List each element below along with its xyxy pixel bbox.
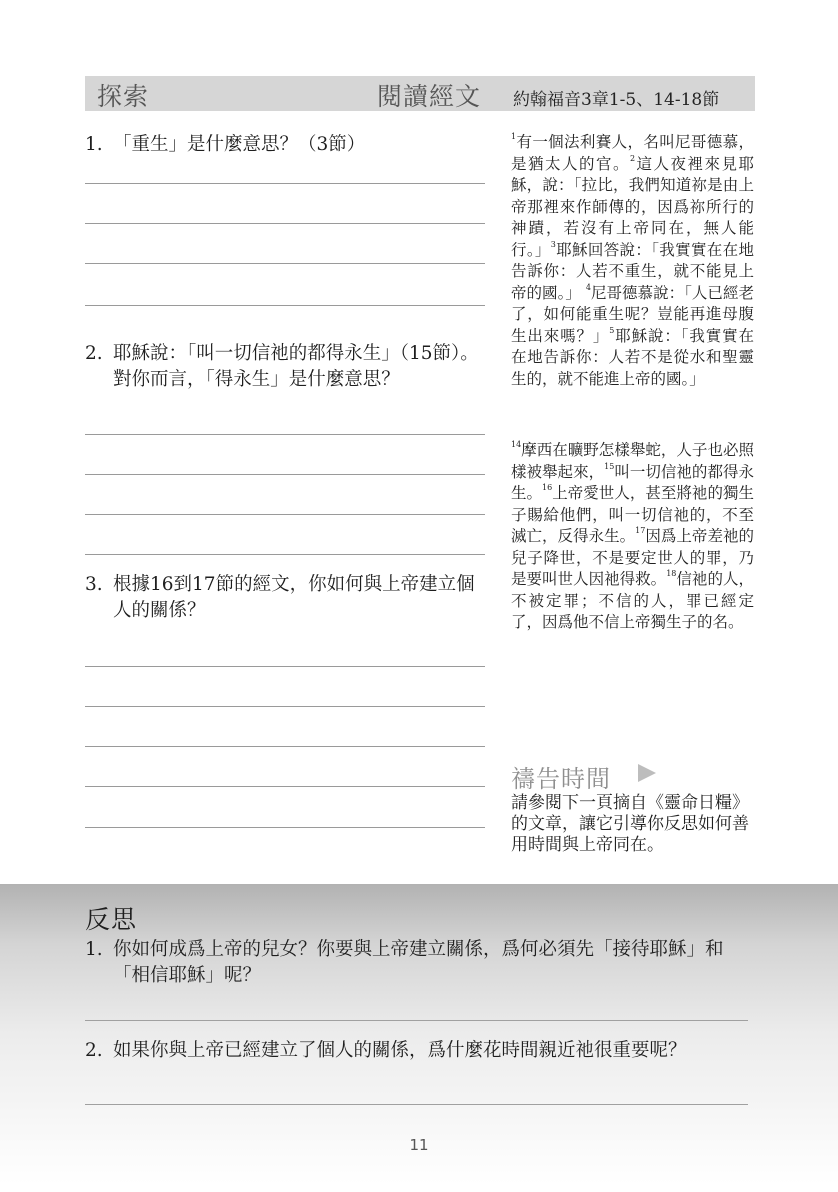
verse-text: 尼哥德慕說：「人已經老了，如何能重生呢？豈能再進母腹生出來嗎？」	[511, 283, 754, 345]
page-number: 11	[409, 1136, 429, 1154]
question-number: 1.	[85, 939, 103, 960]
scripture-reference: 約翰福音3章1-5、14-18節	[513, 90, 720, 110]
answer-line[interactable]	[85, 1020, 748, 1021]
question-1	[85, 132, 485, 158]
verse-text: 上帝愛世人，甚至將祂的獨生子賜給他們，叫一切信祂的，不至滅亡，反得永生。	[511, 484, 754, 545]
verse-number: 15	[604, 461, 615, 471]
answer-line[interactable]	[85, 666, 485, 667]
verse-text: 信祂的人，不被定罪；不信的人，罪已經定了，因爲他不信上帝獨生子的名。	[511, 570, 754, 631]
question-text: 你如何成爲上帝的兒女？你要與上帝建立關係，爲何必須先「接待耶穌」和「相信耶穌」呢？	[113, 939, 724, 986]
prayer-title: 禱告時間	[511, 765, 611, 793]
reflection-question-2	[85, 1038, 755, 1064]
verse-number: 4	[585, 282, 591, 292]
question-number: 2.	[85, 343, 103, 364]
verse-number: 1	[511, 132, 517, 141]
answer-line[interactable]	[85, 554, 485, 555]
question-3	[85, 572, 485, 624]
prayer-text: 請參閱下一頁摘自《靈命日糧》的文章，讓它引導你反思如何善用時間與上帝同在。	[511, 793, 749, 855]
answer-line[interactable]	[85, 786, 485, 787]
verse-text: 耶穌說：「我實實在在地告訴你：人若不是從水和聖靈生的，就不能進上帝的國。」	[511, 326, 754, 388]
verse-number: 5	[609, 325, 615, 335]
answer-line[interactable]	[85, 827, 485, 828]
answer-line[interactable]	[85, 263, 485, 264]
verse-text: 摩西在曠野怎樣舉蛇，人子也必照樣被舉起來，	[511, 441, 754, 481]
verse-text: 耶穌回答說：「我實實在在地告訴你：人若不重生，就不能見上帝的國。」	[511, 240, 754, 302]
answer-line[interactable]	[85, 183, 485, 184]
question-2	[85, 341, 485, 393]
answer-line[interactable]	[85, 706, 485, 707]
verse-text: 叫一切信祂的都得永生。	[511, 462, 754, 502]
verse-text: 這人夜裡來見耶穌，說：「拉比，我們知道祢是由上帝那裡來作師傳的，因爲祢所行的神蹟，若沒有上帝同在，無人能行。」	[511, 154, 754, 259]
answer-line[interactable]	[85, 305, 485, 306]
question-text: 根據16到17節的經文，你如何與上帝建立個人的關係？	[113, 574, 475, 621]
verse-number: 2	[629, 153, 636, 163]
verse-number: 3	[550, 239, 556, 249]
verse-number: 14	[511, 440, 522, 449]
question-number: 1.	[85, 134, 103, 155]
section-banner	[85, 76, 755, 111]
answer-line[interactable]	[85, 1104, 748, 1105]
scripture-passage-b	[511, 440, 754, 634]
answer-line[interactable]	[85, 474, 485, 475]
verse-number: 18	[666, 569, 677, 578]
section-title: 探索	[97, 82, 150, 111]
answer-line[interactable]	[85, 434, 485, 435]
scripture-passage-a	[511, 132, 754, 390]
question-number: 3.	[85, 574, 103, 595]
reflection-question-1	[85, 937, 755, 989]
verse-text: 有一個法利賽人，名叫尼哥德慕，是猶太人的官。	[511, 133, 754, 173]
verse-text: 因爲上帝差祂的兒子降世，不是要定世人的罪，乃是要叫世人因祂得救。	[511, 527, 754, 588]
question-text: 「重生」是什麼意思？（3節）	[113, 134, 366, 155]
question-text: 耶穌說：「叫一切信祂的都得永生」（15節）。對你而言，「得永生」是什麼意思？	[113, 343, 479, 390]
answer-line[interactable]	[85, 223, 485, 224]
answer-line[interactable]	[85, 746, 485, 747]
question-text: 如果你與上帝已經建立了個人的關係，爲什麼花時間親近祂很重要呢？	[113, 1040, 687, 1061]
verse-number: 16	[542, 483, 553, 492]
question-number: 2.	[85, 1040, 103, 1061]
reflection-title: 反思	[85, 905, 138, 934]
arrow-right-icon	[638, 764, 656, 782]
reading-title: 閱讀經文	[377, 82, 482, 111]
verse-number: 17	[635, 526, 646, 535]
answer-line[interactable]	[85, 514, 485, 515]
